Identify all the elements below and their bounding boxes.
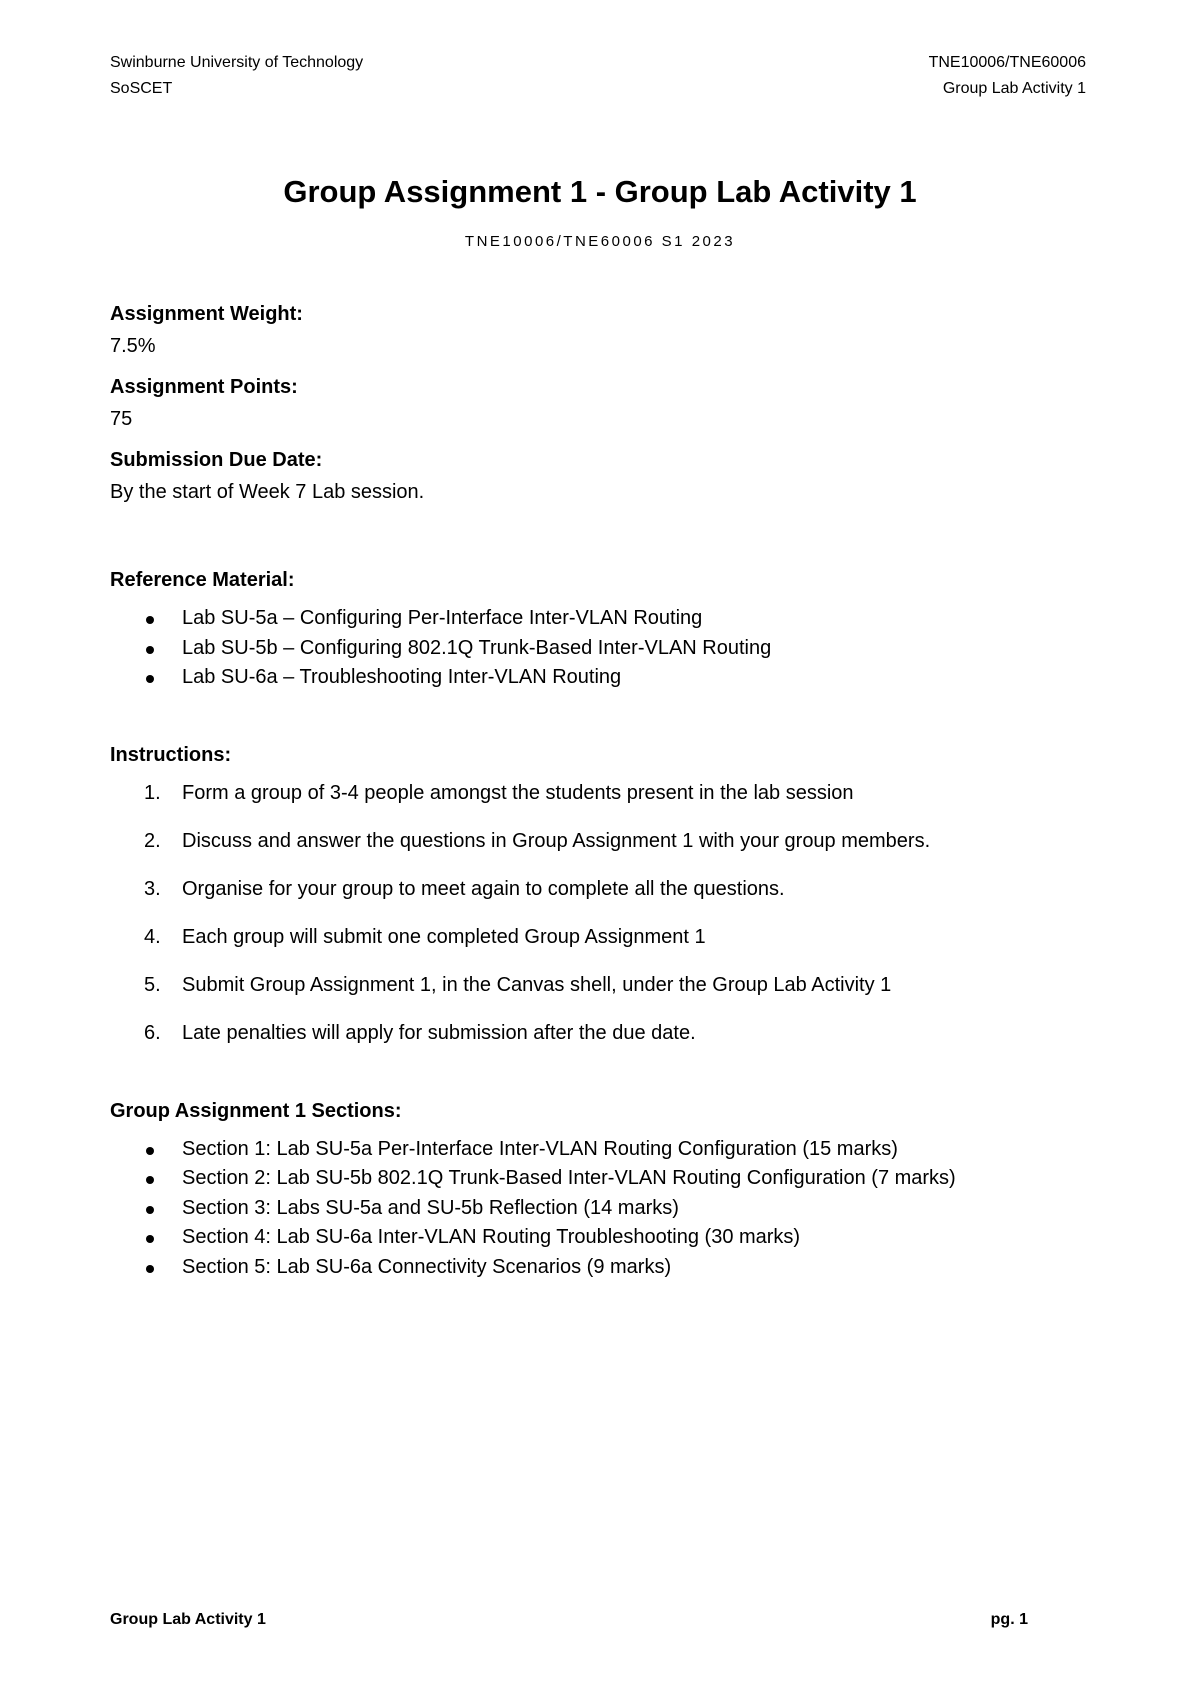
bullet-icon bbox=[146, 1176, 154, 1184]
header-activity: Group Lab Activity 1 bbox=[942, 80, 1086, 97]
list-item-text: Discuss and answer the questions in Group Assignment 1 with your group members. bbox=[182, 829, 931, 852]
instructions-list bbox=[110, 779, 1070, 1047]
field-assignment-weight bbox=[110, 300, 1070, 360]
header-university: Swinburne University of Technology bbox=[110, 54, 364, 71]
list-item bbox=[110, 663, 1070, 693]
page-footer-title: Group Lab Activity 1 bbox=[110, 1611, 266, 1628]
list-number: 3. bbox=[144, 877, 161, 900]
list-number: 6. bbox=[144, 1021, 161, 1044]
list-item bbox=[110, 923, 1070, 951]
header-school: SoSCET bbox=[110, 80, 173, 97]
field-value: By the start of Week 7 Lab session. bbox=[110, 481, 425, 503]
list-item-text: Section 2: Lab SU-5b 802.1Q Trunk-Based Inter-VLAN Routing Configuration (7 marks) bbox=[182, 1167, 956, 1189]
list-item-text: Section 3: Labs SU-5a and SU-5b Reflection (14 marks) bbox=[182, 1196, 679, 1219]
field-submission-due-date bbox=[110, 446, 1070, 506]
bullet-icon bbox=[146, 675, 154, 683]
list-item bbox=[110, 1135, 1070, 1165]
list-item-text: Lab SU-6a – Troubleshooting Inter-VLAN Routing bbox=[182, 666, 622, 688]
document-body bbox=[110, 300, 1070, 1282]
list-item-text: Organise for your group to meet again to complete all the questions. bbox=[182, 877, 785, 900]
list-item bbox=[110, 1253, 1070, 1283]
field-value: 7.5% bbox=[110, 335, 156, 357]
document-subtitle: TNE10006/TNE60006 S1 2023 bbox=[464, 233, 736, 250]
list-item bbox=[110, 827, 1070, 855]
instructions-section bbox=[110, 741, 1070, 1047]
list-item bbox=[110, 779, 1070, 807]
list-item-text: Section 4: Lab SU-6a Inter-VLAN Routing Troubleshooting (30 marks) bbox=[182, 1226, 801, 1248]
bullet-icon bbox=[146, 1265, 154, 1273]
list-item bbox=[110, 875, 1070, 903]
reference-material-section bbox=[110, 566, 1070, 693]
bullet-icon bbox=[146, 1147, 154, 1155]
section-heading: Reference Material: bbox=[110, 569, 295, 591]
list-item-text: Section 1: Lab SU-5a Per-Interface Inter-VLAN Routing Configuration (15 marks) bbox=[182, 1137, 898, 1160]
page-header-right bbox=[929, 50, 1086, 102]
list-item bbox=[110, 971, 1070, 999]
list-item-text: Each group will submit one completed Group Assignment 1 bbox=[182, 925, 706, 948]
list-item bbox=[110, 634, 1070, 664]
list-item-text: Late penalties will apply for submission after the due date. bbox=[182, 1021, 696, 1044]
section-heading: Instructions: bbox=[110, 743, 232, 766]
page-header-left bbox=[110, 50, 363, 102]
list-number: 1. bbox=[144, 781, 161, 804]
list-item-text: Lab SU-5b – Configuring 802.1Q Trunk-Based Inter-VLAN Routing bbox=[182, 636, 772, 659]
list-item bbox=[110, 1164, 1070, 1194]
list-item bbox=[110, 1019, 1070, 1047]
reference-list bbox=[110, 604, 1070, 693]
field-label: Assignment Points: bbox=[110, 376, 298, 398]
document-title: Group Assignment 1 - Group Lab Activity 1 bbox=[283, 174, 917, 209]
assignment-sections-list bbox=[110, 1135, 1070, 1283]
list-item-text: Submit Group Assignment 1, in the Canvas shell, under the Group Lab Activity 1 bbox=[182, 973, 892, 996]
list-item bbox=[110, 604, 1070, 634]
field-label: Assignment Weight: bbox=[110, 303, 303, 325]
list-item bbox=[110, 1194, 1070, 1224]
bullet-icon bbox=[146, 1206, 154, 1214]
bullet-icon bbox=[146, 646, 154, 654]
page-number: pg. 1 bbox=[990, 1611, 1028, 1628]
list-item-text: Section 5: Lab SU-6a Connectivity Scenarios (9 marks) bbox=[182, 1255, 672, 1278]
assignment-sections-section bbox=[110, 1097, 1070, 1283]
field-label: Submission Due Date: bbox=[110, 449, 323, 471]
list-number: 5. bbox=[144, 973, 161, 996]
header-unit-code: TNE10006/TNE60006 bbox=[928, 54, 1086, 71]
list-number: 2. bbox=[144, 829, 161, 852]
section-heading: Group Assignment 1 Sections: bbox=[110, 1099, 402, 1122]
list-item-text: Lab SU-5a – Configuring Per-Interface Inter-VLAN Routing bbox=[182, 607, 703, 629]
list-number: 4. bbox=[144, 925, 161, 948]
list-item-text: Form a group of 3-4 people amongst the students present in the lab session bbox=[182, 781, 854, 804]
bullet-icon bbox=[146, 1235, 154, 1243]
field-assignment-points bbox=[110, 373, 1070, 433]
field-value: 75 bbox=[110, 408, 133, 430]
list-item bbox=[110, 1223, 1070, 1253]
bullet-icon bbox=[146, 616, 154, 624]
